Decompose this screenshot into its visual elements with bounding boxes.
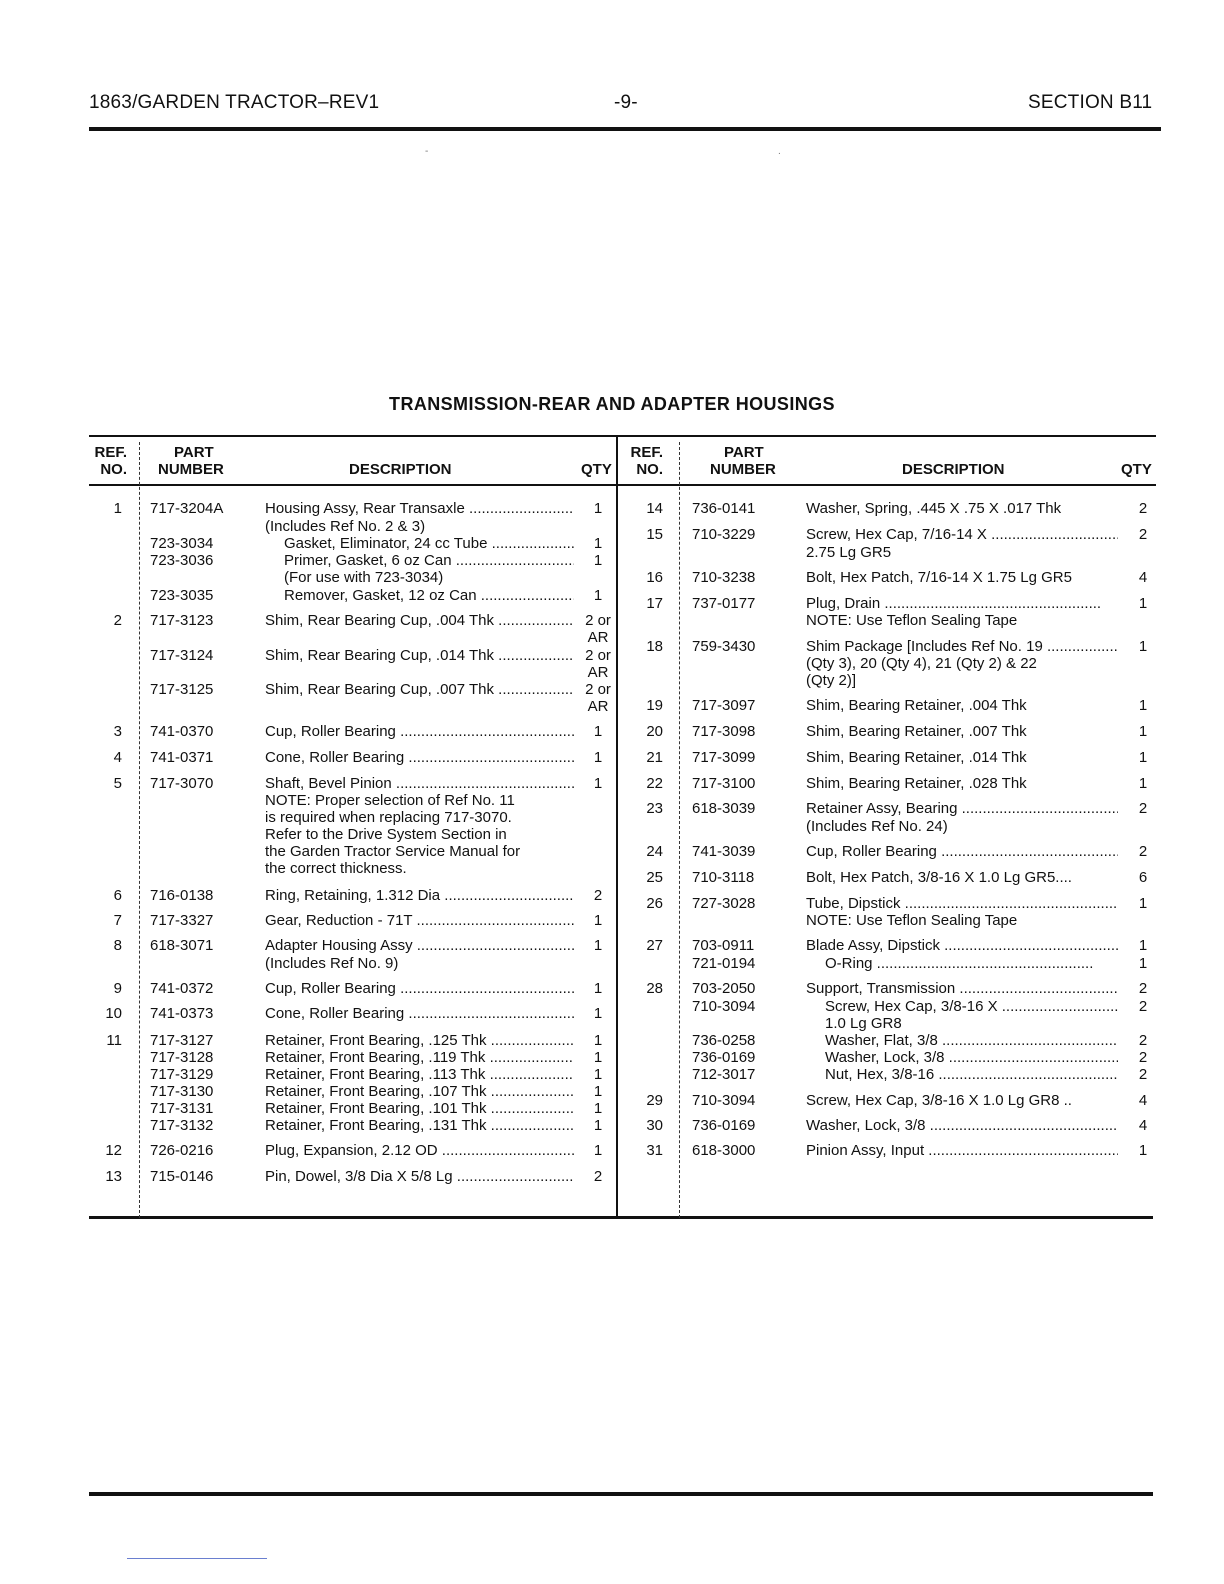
part-description: NOTE: Use Teflon Sealing Tape (806, 612, 1018, 629)
part-description: Adapter Housing Assy ..... (265, 937, 574, 954)
leader-dots (392, 775, 574, 792)
quantity: 2 (1138, 980, 1148, 997)
part-description: Cup, Roller Bearing ..... (806, 843, 1118, 860)
ref-divider-left (139, 442, 140, 1218)
part-description: the Garden Tractor Service Manual for (265, 843, 521, 860)
part-description: Cup, Roller Bearing ..... (265, 723, 574, 740)
leader-dots (487, 1083, 574, 1100)
part-number: 710-3094 (692, 998, 756, 1015)
leader-dots (937, 843, 1118, 860)
part-description: Shim, Bearing Retainer, .004 Thk (806, 697, 1027, 714)
part-description: Pinion Assy, Input ..... (806, 1142, 1118, 1159)
ref-number: 1 (113, 500, 122, 517)
part-description: Shim, Bearing Retainer, .028 Thk (806, 775, 1027, 792)
col-part-header-right: PART NUMBER (710, 444, 776, 478)
ref-number: 29 (646, 1092, 663, 1109)
quantity: 2 (1138, 998, 1148, 1015)
quantity: AR (587, 698, 609, 715)
part-description: Ring, Retaining, 1.312 Dia ..... (265, 887, 574, 904)
leader-dots (477, 587, 574, 604)
part-description: Pin, Dowel, 3/8 Dia X 5/8 Lg ..... (265, 1168, 574, 1185)
part-number: 703-2050 (692, 980, 756, 997)
leader-dots (396, 980, 574, 997)
part-description: Bolt, Hex Patch, 7/16-14 X 1.75 Lg GR5 (806, 569, 1072, 586)
part-number: 710-3229 (692, 526, 756, 543)
leader-dots (940, 937, 1118, 954)
part-description: Shim, Rear Bearing Cup, .004 Thk ..... (265, 612, 574, 629)
quantity: 1 (593, 1083, 603, 1100)
quantity: 1 (1138, 638, 1148, 655)
col-qty-header: QTY (581, 461, 612, 478)
part-number: 736-0169 (692, 1117, 756, 1134)
quantity: 1 (1138, 895, 1148, 912)
leader-dots (485, 1066, 574, 1083)
part-description: Cone, Roller Bearing ..... (265, 749, 574, 766)
ref-number: 20 (646, 723, 663, 740)
ref-number: 28 (646, 980, 663, 997)
ref-number: 30 (646, 1117, 663, 1134)
leader-dots (494, 681, 574, 698)
part-number: 741-0372 (150, 980, 214, 997)
part-description: Screw, Hex Cap, 3/8-16 X 1.0 Lg GR8 .. (806, 1092, 1072, 1109)
part-description: Screw, Hex Cap, 7/16-14 X ..... (806, 526, 1118, 543)
part-number: 717-3327 (150, 912, 214, 929)
part-description: Shim, Bearing Retainer, .007 Thk (806, 723, 1027, 740)
leader-dots (987, 526, 1118, 543)
quantity: 1 (593, 723, 603, 740)
part-number: 717-3130 (150, 1083, 214, 1100)
part-description: Shim, Rear Bearing Cup, .007 Thk ..... (265, 681, 574, 698)
quantity: 2 (1138, 843, 1148, 860)
part-number: 717-3099 (692, 749, 756, 766)
leader-dots (452, 552, 574, 569)
quantity: 1 (593, 912, 603, 929)
part-description: Retainer, Front Bearing, .101 Thk ..... (265, 1100, 574, 1117)
part-description: Blade Assy, Dipstick ..... (806, 937, 1118, 954)
leader-dots (412, 912, 574, 929)
leader-dots (494, 612, 574, 629)
leader-dots (453, 1168, 574, 1185)
leader-dots (413, 937, 574, 954)
part-description: Plug, Expansion, 2.12 OD ..... (265, 1142, 574, 1159)
part-description: NOTE: Proper selection of Ref No. 11 (265, 792, 515, 809)
col-description-header: DESCRIPTION (349, 461, 452, 478)
leader-dots (494, 647, 574, 664)
quantity: 1 (1138, 937, 1148, 954)
part-number: 717-3100 (692, 775, 756, 792)
quantity: AR (587, 664, 609, 681)
quantity: 6 (1138, 869, 1148, 886)
part-description: Retainer, Front Bearing, .107 Thk ..... (265, 1083, 574, 1100)
quantity: 1 (1138, 1142, 1148, 1159)
quantity: 1 (593, 775, 603, 792)
quantity: 2 (1138, 1032, 1148, 1049)
footer-mark (127, 1558, 267, 1559)
part-description: (Includes Ref No. 2 & 3) (265, 518, 426, 535)
part-number: 712-3017 (692, 1066, 756, 1083)
quantity: 1 (1138, 775, 1148, 792)
leader-dots (404, 749, 574, 766)
quantity: AR (587, 629, 609, 646)
leader-dots (957, 800, 1118, 817)
part-description: Washer, Lock, 3/8 ..... (825, 1049, 1118, 1066)
part-number: 723-3035 (150, 587, 214, 604)
ref-number: 23 (646, 800, 663, 817)
quantity: 1 (593, 1066, 603, 1083)
quantity: 4 (1138, 1092, 1148, 1109)
part-number: 717-3070 (150, 775, 214, 792)
quantity: 2 (1138, 526, 1148, 543)
leader-dots (945, 1049, 1118, 1066)
part-description: Washer, Flat, 3/8 ..... (825, 1032, 1118, 1049)
part-number: 717-3129 (150, 1066, 214, 1083)
part-description: (For use with 723-3034) (284, 569, 444, 586)
part-description: Shim, Bearing Retainer, .014 Thk (806, 749, 1027, 766)
quantity: 2 (593, 887, 603, 904)
quantity: 1 (1138, 595, 1148, 612)
part-description: Retainer, Front Bearing, .131 Thk ..... (265, 1117, 574, 1134)
part-description: Gasket, Eliminator, 24 cc Tube ..... (284, 535, 574, 552)
quantity: 1 (1138, 697, 1148, 714)
section-label: SECTION B11 (1028, 92, 1153, 113)
part-number: 721-0194 (692, 955, 756, 972)
quantity: 1 (593, 552, 603, 569)
part-number: 710-3094 (692, 1092, 756, 1109)
part-description: Screw, Hex Cap, 3/8-16 X ..... (825, 998, 1118, 1015)
table-top-rule (89, 435, 1156, 437)
leader-dots (404, 1005, 574, 1022)
part-description: Tube, Dipstick ..... (806, 895, 1118, 912)
page-number: -9- (614, 92, 638, 113)
col-part-header: PART NUMBER (158, 444, 224, 478)
part-number: 618-3039 (692, 800, 756, 817)
part-number: 736-0169 (692, 1049, 756, 1066)
part-number: 717-3131 (150, 1100, 214, 1117)
part-description: Refer to the Drive System Section in (265, 826, 507, 843)
part-description: Primer, Gasket, 6 oz Can ..... (284, 552, 574, 569)
quantity: 2 (1138, 1049, 1148, 1066)
part-number: 710-3238 (692, 569, 756, 586)
ref-number: 26 (646, 895, 663, 912)
doc-header-left: 1863/GARDEN TRACTOR–REV1 (89, 92, 380, 113)
leader-dots (487, 1117, 574, 1134)
part-description: 2.75 Lg GR5 (806, 544, 892, 561)
part-number: 717-3098 (692, 723, 756, 740)
part-description: (Qty 3), 20 (Qty 4), 21 (Qty 2) & 22 (806, 655, 1037, 672)
part-description: Retainer, Front Bearing, .113 Thk ..... (265, 1066, 574, 1083)
leader-dots (900, 895, 1118, 912)
ref-number: 6 (113, 887, 122, 904)
col-ref-header-right: REF. NO. (630, 444, 663, 478)
column-separator (616, 437, 618, 1218)
quantity: 1 (593, 1117, 603, 1134)
leader-dots (934, 1066, 1118, 1083)
leader-dots (396, 723, 574, 740)
part-number: 736-0141 (692, 500, 756, 517)
part-description: Retainer, Front Bearing, .119 Thk ..... (265, 1049, 574, 1066)
part-description: the correct thickness. (265, 860, 407, 877)
leader-dots (487, 1032, 574, 1049)
quantity: 1 (593, 937, 603, 954)
quantity: 2 (1138, 800, 1148, 817)
ref-number: 24 (646, 843, 663, 860)
leader-dots (1043, 638, 1118, 655)
part-number: 717-3128 (150, 1049, 214, 1066)
ref-number: 13 (105, 1168, 122, 1185)
part-description: Bolt, Hex Patch, 3/8-16 X 1.0 Lg GR5.... (806, 869, 1072, 886)
leader-dots (880, 595, 1101, 612)
part-number: 710-3118 (692, 869, 755, 886)
ref-number: 22 (646, 775, 663, 792)
ref-number: 3 (113, 723, 122, 740)
leader-dots (955, 980, 1118, 997)
quantity: 4 (1138, 1117, 1148, 1134)
ref-number: 7 (113, 912, 122, 929)
col-ref-header: REF. NO. (94, 444, 127, 478)
table-header-rule (89, 484, 1156, 486)
leader-dots (938, 1032, 1118, 1049)
part-number: 741-3039 (692, 843, 756, 860)
ref-number: 11 (106, 1032, 122, 1049)
scan-speck: - (425, 146, 429, 157)
quantity: 1 (1138, 723, 1148, 740)
footer-rule (89, 1492, 1153, 1496)
part-description: Retainer, Front Bearing, .125 Thk ..... (265, 1032, 574, 1049)
leader-dots (487, 1100, 574, 1117)
part-description: Nut, Hex, 3/8-16 ..... (825, 1066, 1118, 1083)
part-description: Plug, Drain ..... (806, 595, 1118, 612)
ref-number: 14 (646, 500, 663, 517)
part-description: Shaft, Bevel Pinion ..... (265, 775, 574, 792)
part-number: 717-3127 (150, 1032, 214, 1049)
quantity: 1 (1138, 749, 1148, 766)
quantity: 2 or (585, 612, 611, 629)
ref-number: 19 (646, 697, 663, 714)
ref-number: 4 (113, 749, 122, 766)
part-number: 717-3097 (692, 697, 756, 714)
part-number: 618-3000 (692, 1142, 756, 1159)
part-description: Shim Package [Includes Ref No. 19 ..... (806, 638, 1118, 655)
quantity: 2 or (585, 681, 611, 698)
leader-dots (440, 887, 574, 904)
table-title: TRANSMISSION-REAR AND ADAPTER HOUSINGS (389, 394, 835, 414)
leader-dots (873, 955, 1094, 972)
part-number: 737-0177 (692, 595, 756, 612)
ref-number: 25 (646, 869, 663, 886)
part-description: Housing Assy, Rear Transaxle ..... (265, 500, 574, 517)
part-number: 723-3034 (150, 535, 214, 552)
ref-number: 12 (105, 1142, 122, 1159)
part-description: Retainer Assy, Bearing ..... (806, 800, 1118, 817)
part-description: O-Ring ..... (825, 955, 1118, 972)
part-description: Cup, Roller Bearing ..... (265, 980, 574, 997)
part-description: Remover, Gasket, 12 oz Can ..... (284, 587, 574, 604)
ref-number: 31 (646, 1142, 663, 1159)
leader-dots (465, 500, 574, 517)
col-qty-header-right: QTY (1121, 461, 1152, 478)
leader-dots (924, 1142, 1118, 1159)
part-number: 741-0371 (150, 749, 214, 766)
ref-number: 27 (646, 937, 663, 954)
quantity: 2 or (585, 647, 611, 664)
ref-number: 2 (113, 612, 122, 629)
quantity: 1 (593, 1032, 603, 1049)
part-number: 727-3028 (692, 895, 756, 912)
leader-dots (485, 1049, 574, 1066)
header-rule (89, 127, 1161, 131)
part-number: 759-3430 (692, 638, 756, 655)
part-description: Cone, Roller Bearing ..... (265, 1005, 574, 1022)
quantity: 4 (1138, 569, 1148, 586)
part-number: 717-3123 (150, 612, 214, 629)
leader-dots (438, 1142, 574, 1159)
table-bottom-rule (89, 1216, 1153, 1219)
part-number: 717-3124 (150, 647, 214, 664)
part-description: Washer, Lock, 3/8 ..... (806, 1117, 1118, 1134)
part-description: NOTE: Use Teflon Sealing Tape (806, 912, 1018, 929)
quantity: 1 (1138, 955, 1148, 972)
part-number: 717-3125 (150, 681, 214, 698)
scan-speck: . (778, 146, 781, 157)
part-description: (Qty 2)] (806, 672, 857, 689)
quantity: 1 (593, 587, 603, 604)
part-number: 726-0216 (150, 1142, 214, 1159)
part-number: 717-3204A (150, 500, 224, 517)
col-description-header-right: DESCRIPTION (902, 461, 1005, 478)
leader-dots (487, 535, 574, 552)
quantity: 2 (1138, 1066, 1148, 1083)
part-description: 1.0 Lg GR8 (825, 1015, 902, 1032)
leader-dots (998, 998, 1118, 1015)
quantity: 1 (593, 535, 603, 552)
part-number: 716-0138 (150, 887, 214, 904)
quantity: 1 (593, 980, 603, 997)
part-description: is required when replacing 717-3070. (265, 809, 512, 826)
quantity: 1 (593, 1049, 603, 1066)
leader-dots (926, 1117, 1118, 1134)
ref-number: 9 (113, 980, 122, 997)
quantity: 2 (593, 1168, 603, 1185)
part-description: Support, Transmission ..... (806, 980, 1118, 997)
part-number: 618-3071 (150, 937, 214, 954)
ref-number: 15 (646, 526, 663, 543)
part-number: 703-0911 (692, 937, 755, 954)
part-description: (Includes Ref No. 24) (806, 818, 948, 835)
part-number: 715-0146 (150, 1168, 214, 1185)
quantity: 1 (593, 1005, 603, 1022)
ref-number: 5 (113, 775, 122, 792)
ref-number: 8 (113, 937, 122, 954)
quantity: 1 (593, 1142, 603, 1159)
part-description: (Includes Ref No. 9) (265, 955, 399, 972)
part-number: 717-3132 (150, 1117, 214, 1134)
ref-number: 10 (105, 1005, 122, 1022)
part-description: Washer, Spring, .445 X .75 X .017 Thk (806, 500, 1062, 517)
part-number: 736-0258 (692, 1032, 756, 1049)
ref-divider-right (679, 442, 680, 1218)
ref-number: 16 (646, 569, 663, 586)
part-number: 741-0373 (150, 1005, 214, 1022)
quantity: 2 (1138, 500, 1148, 517)
part-description: Gear, Reduction - 71T ..... (265, 912, 574, 929)
quantity: 1 (593, 500, 603, 517)
ref-number: 18 (646, 638, 663, 655)
part-description: Shim, Rear Bearing Cup, .014 Thk ..... (265, 647, 574, 664)
part-number: 741-0370 (150, 723, 214, 740)
quantity: 1 (593, 1100, 603, 1117)
quantity: 1 (593, 749, 603, 766)
ref-number: 21 (646, 749, 663, 766)
ref-number: 17 (646, 595, 663, 612)
part-number: 723-3036 (150, 552, 214, 569)
